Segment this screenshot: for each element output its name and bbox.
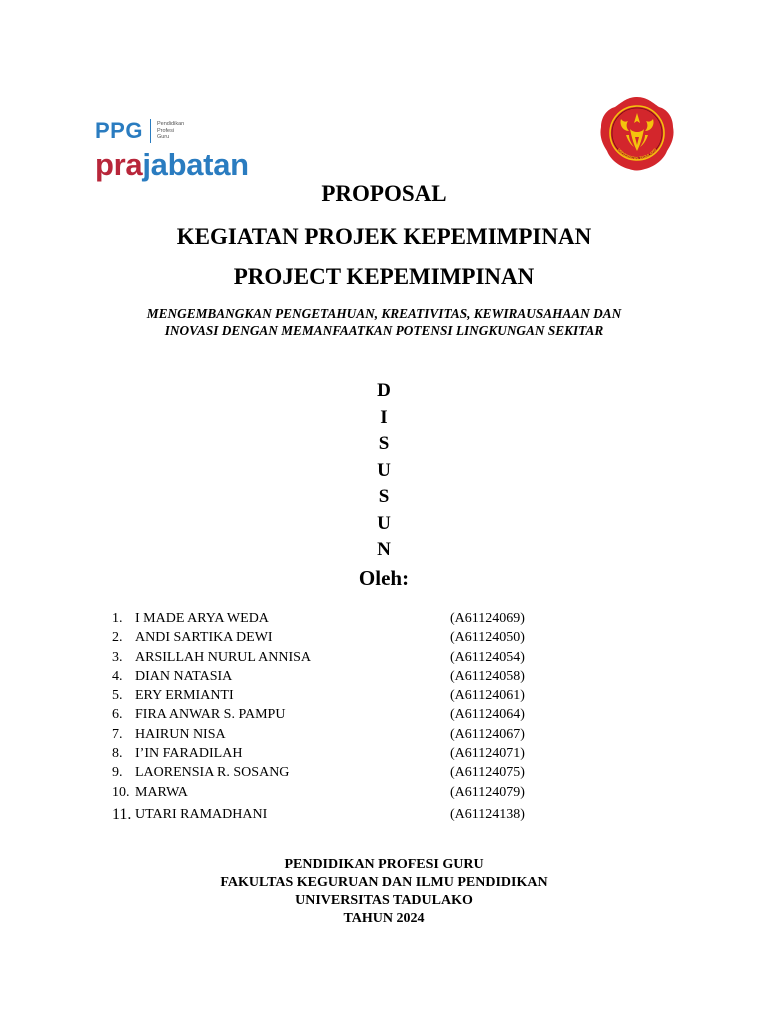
member-list — [112, 609, 552, 826]
wordmark-pra: pra — [95, 147, 143, 182]
list-item — [112, 744, 552, 763]
member-name: LAORENSIA R. SOSANG — [135, 765, 290, 781]
member-nim: (A61124064) — [450, 707, 525, 723]
member-nim: (A61124138) — [450, 806, 525, 822]
list-item — [112, 609, 552, 628]
member-name: I’IN FARADILAH — [135, 746, 243, 762]
member-name: ERY ERMIANTI — [135, 688, 234, 704]
member-name: HAIRUN NISA — [135, 726, 226, 742]
ppg-separator — [150, 119, 151, 143]
member-name: I MADE ARYA WEDA — [135, 611, 269, 626]
member-number: 11. — [112, 805, 132, 823]
member-number: 9. — [112, 765, 123, 781]
subtitle-line-2: INOVASI DENGAN MEMANFAATKAN POTENSI LINGKUNGAN SEKITAR — [164, 323, 604, 338]
member-name: DIAN NATASIA — [135, 668, 233, 684]
ppg-sub-line: Pendidikan — [156, 121, 185, 128]
list-item — [112, 628, 552, 647]
seal-text: UNIVERSITAS TADULAKO — [616, 147, 658, 161]
seal-emblem-icon — [599, 95, 675, 171]
member-nim: (A61124050) — [450, 630, 525, 646]
ppg-logo-top — [95, 114, 265, 148]
member-name: UTARI RAMADHANI — [135, 806, 268, 822]
footer-line-year: TAHUN 2024 — [343, 911, 425, 926]
member-name: ANDI SARTIKA DEWI — [135, 630, 273, 646]
member-nim: (A61124058) — [450, 668, 525, 684]
ppg-letters: PPG — [95, 118, 143, 143]
subtitle-line-1: MENGEMBANGKAN PENGETAHUAN, KREATIVITAS, KEWIRAUSAHAAN DAN — [146, 306, 622, 321]
disusun-letter: S — [378, 486, 390, 507]
member-nim: (A61124075) — [450, 765, 525, 781]
member-name: FIRA ANWAR S. PAMPU — [135, 707, 286, 723]
member-number: 7. — [112, 726, 123, 742]
list-item — [112, 783, 552, 802]
disusun-letter: U — [377, 512, 391, 534]
wordmark-jabatan: jabatan — [142, 147, 249, 182]
member-number: 8. — [112, 746, 123, 762]
member-number: 4. — [112, 668, 123, 684]
disusun-letter: U — [377, 459, 391, 481]
list-item — [112, 667, 552, 686]
prajabatan-wordmark — [95, 149, 265, 181]
member-number: 10. — [112, 784, 130, 800]
oleh-label: Oleh: — [358, 566, 410, 590]
member-nim: (A61124071) — [450, 746, 525, 762]
title-proposal: PROPOSAL — [321, 181, 447, 206]
footer-line-program: PENDIDIKAN PROFESI GURU — [284, 857, 484, 872]
title-project: PROJECT KEPEMIMPINAN — [233, 264, 535, 289]
list-item — [112, 705, 552, 724]
member-number: 5. — [112, 688, 123, 704]
list-item — [112, 804, 552, 826]
list-item — [112, 763, 552, 782]
institution-footer — [0, 856, 768, 928]
ppg-subtitle — [157, 121, 197, 141]
footer-line-university: UNIVERSITAS TADULAKO — [295, 893, 473, 908]
ppg-sub-line: Profesi — [156, 127, 175, 134]
member-number: 3. — [112, 649, 123, 665]
member-number: 1. — [112, 611, 123, 626]
member-nim: (A61124067) — [450, 726, 525, 742]
ppg-sub-line: Guru — [156, 134, 170, 141]
member-nim: (A61124079) — [450, 784, 525, 800]
disusun-letter: N — [377, 539, 391, 560]
member-nim: (A61124061) — [450, 688, 525, 704]
university-seal-logo — [599, 95, 675, 171]
member-name: ARSILLAH NURUL ANNISA — [135, 649, 312, 665]
member-nim: (A61124069) — [450, 611, 525, 626]
member-number: 2. — [112, 630, 123, 646]
list-item — [112, 648, 552, 667]
member-nim: (A61124054) — [450, 649, 525, 665]
footer-line-faculty: FAKULTAS KEGURUAN DAN ILMU PENDIDIKAN — [220, 875, 548, 890]
member-number: 6. — [112, 707, 123, 723]
list-item — [112, 725, 552, 744]
disusun-letter: I — [380, 406, 388, 428]
ppg-prajabatan-logo — [95, 114, 265, 184]
disusun-vertical — [334, 378, 434, 564]
member-name: MARWA — [135, 784, 188, 800]
disusun-letter: S — [378, 433, 390, 454]
title-kegiatan: KEGIATAN PROJEK KEPEMIMPINAN — [176, 224, 592, 249]
disusun-letter: D — [377, 380, 391, 401]
list-item — [112, 686, 552, 705]
